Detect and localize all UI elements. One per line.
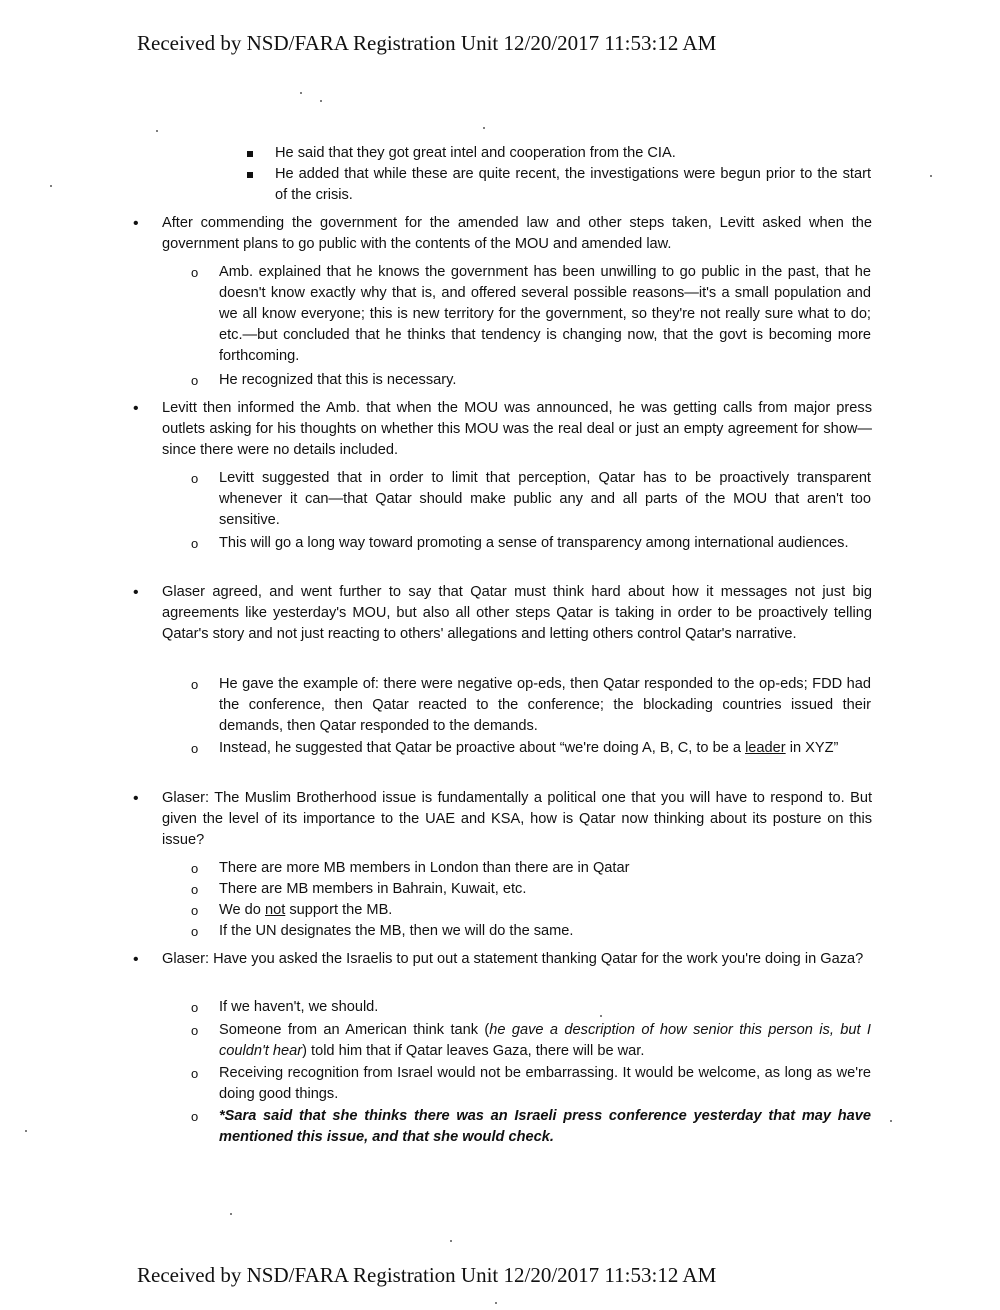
list-item-text: If we haven't, we should. [219,999,379,1015]
scan-speck [156,130,158,132]
list-item-text: He said that they got great intel and cooperation from the CIA. [275,145,676,161]
fara-received-stamp-top: Received by NSD/FARA Registration Unit 12/20/2017 11:53:12 AM [137,31,717,55]
list-item-text: This will go a long way toward promoting a sense of transparency among international audiences. [219,535,849,551]
list-item-text: Instead, he suggested that Qatar be proactive about “we're doing A, B, C, to be a leader in XYZ” [219,740,839,756]
circle-bullet-icon: o [191,741,199,756]
list-item-text: Glaser: Have you asked the Israelis to put out a statement thanking Qatar for the work you're doing in Gaza? [162,951,864,967]
list-item-text: We do not support the MB. [219,902,393,918]
scan-speck [450,1240,452,1242]
scan-speck [300,92,302,94]
circle-bullet-icon: o [191,265,199,280]
scan-speck [930,175,932,177]
bullet-icon: • [133,951,139,968]
scan-speck [230,1213,232,1215]
scan-speck [50,185,52,187]
list-item-text: Glaser agreed, and went further to say that Qatar must think hard about how it messages not just big agreements like yesterday's MOU, but also all other steps Qatar is taking in order to be proactively telling Qatar's story and not just reacting to others' allegations and letting others control Qatar's narrative. [162,584,872,642]
circle-bullet-icon: o [191,536,199,551]
list-item-text: Amb. explained that he knows the government has been unwilling to go public in the past, that he doesn't know exactly why that is, and offered several possible reasons—it's a small population and we all know everyone; this is new territory for the government, so they're not really sure what to do; etc.—but concluded that he thinks that tendency is changing now, that the govt is becoming more forthcoming. [219,264,871,364]
circle-bullet-icon: o [191,1109,199,1124]
list-item-text: Receiving recognition from Israel would not be embarrassing. It would be welcome, as long as we're doing good things. [219,1065,871,1102]
fara-received-stamp-bottom: Received by NSD/FARA Registration Unit 12/20/2017 11:53:12 AM [137,1263,717,1287]
scan-speck [25,1130,27,1132]
circle-bullet-icon: o [191,373,199,388]
bullet-icon: • [133,790,139,807]
circle-bullet-icon: o [191,1000,199,1015]
list-item-text: He added that while these are quite recent, the investigations were begun prior to the start of the crisis. [275,166,871,203]
list-item-text: Someone from an American think tank (he gave a description of how senior this person is, but I couldn't hear) told him that if Qatar leaves Gaza, there will be war. [219,1022,871,1059]
list-item-text: He gave the example of: there were negative op-eds, then Qatar responded to the op-eds; FDD had the conference, then Qatar reacted to the conference; the blockading countries issued their demands, then Qatar responded to the demands. [219,676,871,734]
circle-bullet-icon: o [191,1023,199,1038]
circle-bullet-icon: o [191,903,199,918]
list-item-text: *Sara said that she thinks there was an Israeli press conference yesterday that may have mentioned this issue, and that she would check. [219,1108,871,1145]
circle-bullet-icon: o [191,924,199,939]
circle-bullet-icon: o [191,677,199,692]
scan-speck [600,1015,602,1017]
list-item-text: Levitt then informed the Amb. that when the MOU was announced, he was getting calls from major press outlets asking for his thoughts on whether this MOU was the real deal or just an empty agreement for show—since there were no details included. [162,400,872,458]
list-item-text: There are more MB members in London than there are in Qatar [219,860,630,876]
circle-bullet-icon: o [191,861,199,876]
list-item-text: Glaser: The Muslim Brotherhood issue is fundamentally a political one that you will have to respond to. But given the level of its importance to the UAE and KSA, how is Qatar now thinking about its posture on this issue? [162,790,872,848]
circle-bullet-icon: o [191,471,199,486]
list-item-text: After commending the government for the amended law and other steps taken, Levitt asked when the government plans to go public with the contents of the MOU and amended law. [162,215,872,252]
square-bullet-icon [247,165,253,186]
list-item-text: Levitt suggested that in order to limit that perception, Qatar has to be proactively transparent whenever it can—that Qatar should make public any and all parts of the MOU that aren't too sensitive. [219,470,871,528]
scan-speck [890,1120,892,1122]
list-item-text: There are MB members in Bahrain, Kuwait, etc. [219,881,527,897]
circle-bullet-icon: o [191,1066,199,1081]
list-item-text: He recognized that this is necessary. [219,372,457,388]
circle-bullet-icon: o [191,882,199,897]
square-bullet-icon [247,144,253,165]
scan-speck [495,1302,497,1304]
bullet-icon: • [133,584,139,601]
scan-speck [483,127,485,129]
bullet-icon: • [133,215,139,232]
list-item-text: If the UN designates the MB, then we will do the same. [219,923,574,939]
bullet-icon: • [133,400,139,417]
scan-speck [320,100,322,102]
